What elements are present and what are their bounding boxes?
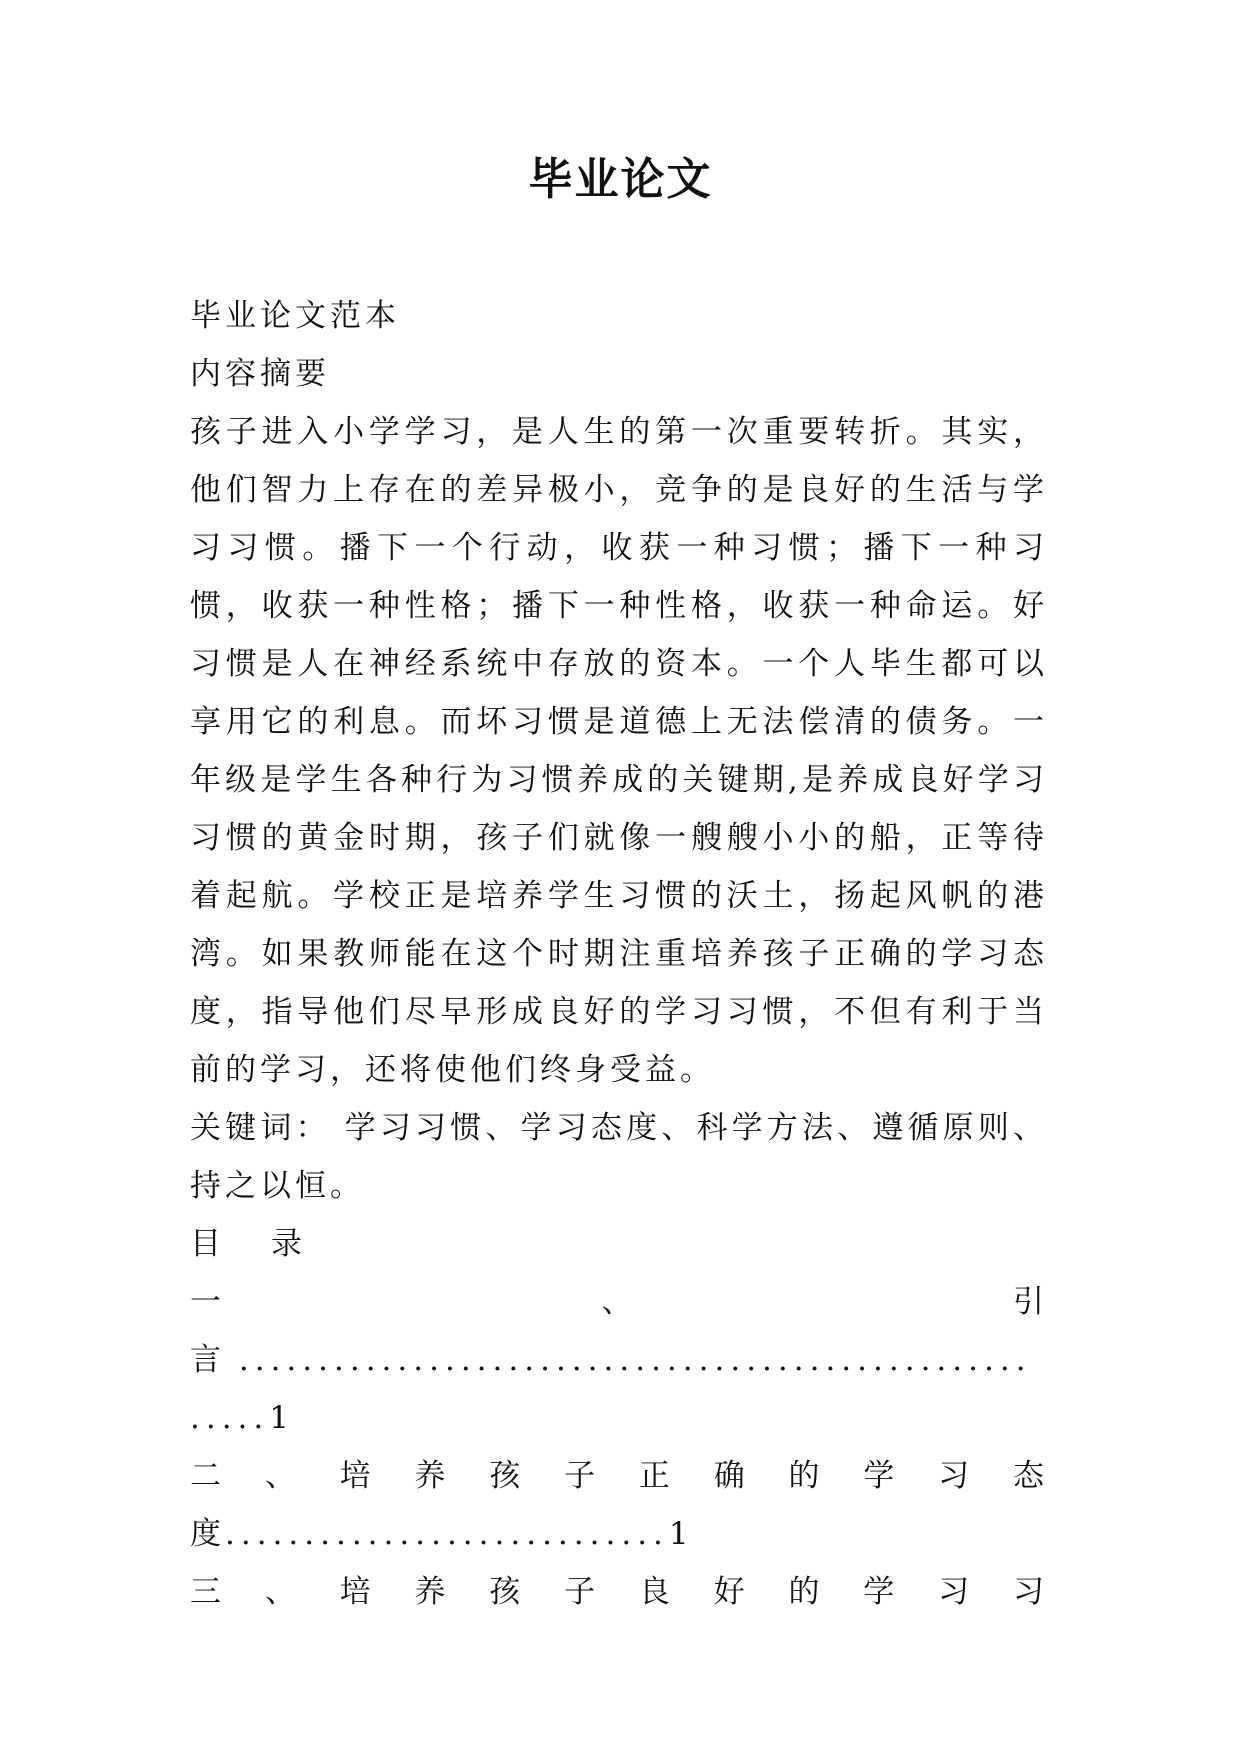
toc-entry-tail xyxy=(190,1505,1070,1563)
abstract-heading: 内容摘要 xyxy=(190,356,330,392)
toc-char: 子 xyxy=(564,1458,600,1494)
toc-char: 引 xyxy=(1013,1284,1048,1320)
keywords: 关键词： 学习习惯、学习态度、科学方法、遵循原则、持之以恒。 xyxy=(190,1110,1048,1204)
toc-char: 好 xyxy=(713,1574,749,1610)
toc-char: 态 xyxy=(1012,1458,1048,1494)
toc-char: 、 xyxy=(264,1458,300,1494)
document-body xyxy=(190,287,1048,1621)
toc-char: 正 xyxy=(638,1458,674,1494)
toc-char: 的 xyxy=(788,1458,824,1494)
toc-char: 一 xyxy=(190,1284,225,1320)
toc-char: 学 xyxy=(863,1458,899,1494)
toc-char: 习 xyxy=(938,1458,974,1494)
toc-leader-dots: ............................ xyxy=(225,1516,669,1552)
toc-entry xyxy=(190,1563,1048,1621)
toc-char: 、 xyxy=(264,1574,300,1610)
toc-char: 养 xyxy=(414,1574,450,1610)
toc-heading-part-1: 目 xyxy=(190,1226,225,1262)
toc-char: 培 xyxy=(339,1458,375,1494)
toc-char: 、 xyxy=(601,1284,637,1320)
toc-leader-dots: .................................................. xyxy=(238,1342,1032,1378)
toc-char: 度 xyxy=(190,1516,225,1552)
toc-leader-dots-page: .....1 xyxy=(190,1400,295,1436)
document-title: 毕业论文 xyxy=(528,154,713,205)
toc-char: 学 xyxy=(863,1574,899,1610)
toc-entry xyxy=(190,1447,1048,1563)
abstract-text: 孩子进入小学学习，是人生的第一次重要转折。其实，他们智力上存在的差异极小，竞争的是良好的生活与学习习惯。播下一个行动，收获一种习惯；播下一种习惯，收获一种性格；播下一种性格，收获一种命运。好习惯是人在神经系统中存放的资本。一个人毕生都可以享用它的利息。而坏习惯是道德上无法偿清的债务。一年级是学生各种行为习惯养成的关键期,是养成良好学习习惯的黄金时期，孩子们就像一艘艘小小的船，正等待着起航。学校正是培养学生习惯的沃土，扬起风帆的港湾。如果教师能在这个时期注重培养孩子正确的学习态度，指导他们尽早形成良好的学习习惯，不但有利于当前的学习，还将使他们终身受益。 xyxy=(190,414,1048,1088)
toc-page-number: 1 xyxy=(668,1516,693,1552)
toc-char: 培 xyxy=(339,1574,375,1610)
toc-char: 言 xyxy=(190,1342,225,1378)
toc-char: 的 xyxy=(788,1574,824,1610)
toc-char: 孩 xyxy=(489,1574,525,1610)
toc-entry xyxy=(190,1273,1048,1447)
toc-char: 二 xyxy=(190,1458,225,1494)
toc-char: 养 xyxy=(414,1458,450,1494)
toc-char: 习 xyxy=(938,1574,974,1610)
toc-entry-head xyxy=(190,1273,1048,1331)
toc-entry-tail xyxy=(190,1389,1070,1447)
toc-char: 确 xyxy=(713,1458,749,1494)
subtitle: 毕业论文范本 xyxy=(190,298,400,334)
toc-char: 孩 xyxy=(489,1458,525,1494)
toc-char: 良 xyxy=(638,1574,674,1610)
toc-char: 子 xyxy=(564,1574,600,1610)
toc-entry-head xyxy=(190,1563,1048,1621)
toc-entry-tail xyxy=(190,1331,1070,1389)
toc-char: 习 xyxy=(1012,1574,1048,1610)
toc-heading-part-2: 录 xyxy=(271,1226,306,1262)
toc-char: 三 xyxy=(190,1574,225,1610)
toc-entry-head xyxy=(190,1447,1048,1505)
toc-heading xyxy=(190,1215,1048,1273)
